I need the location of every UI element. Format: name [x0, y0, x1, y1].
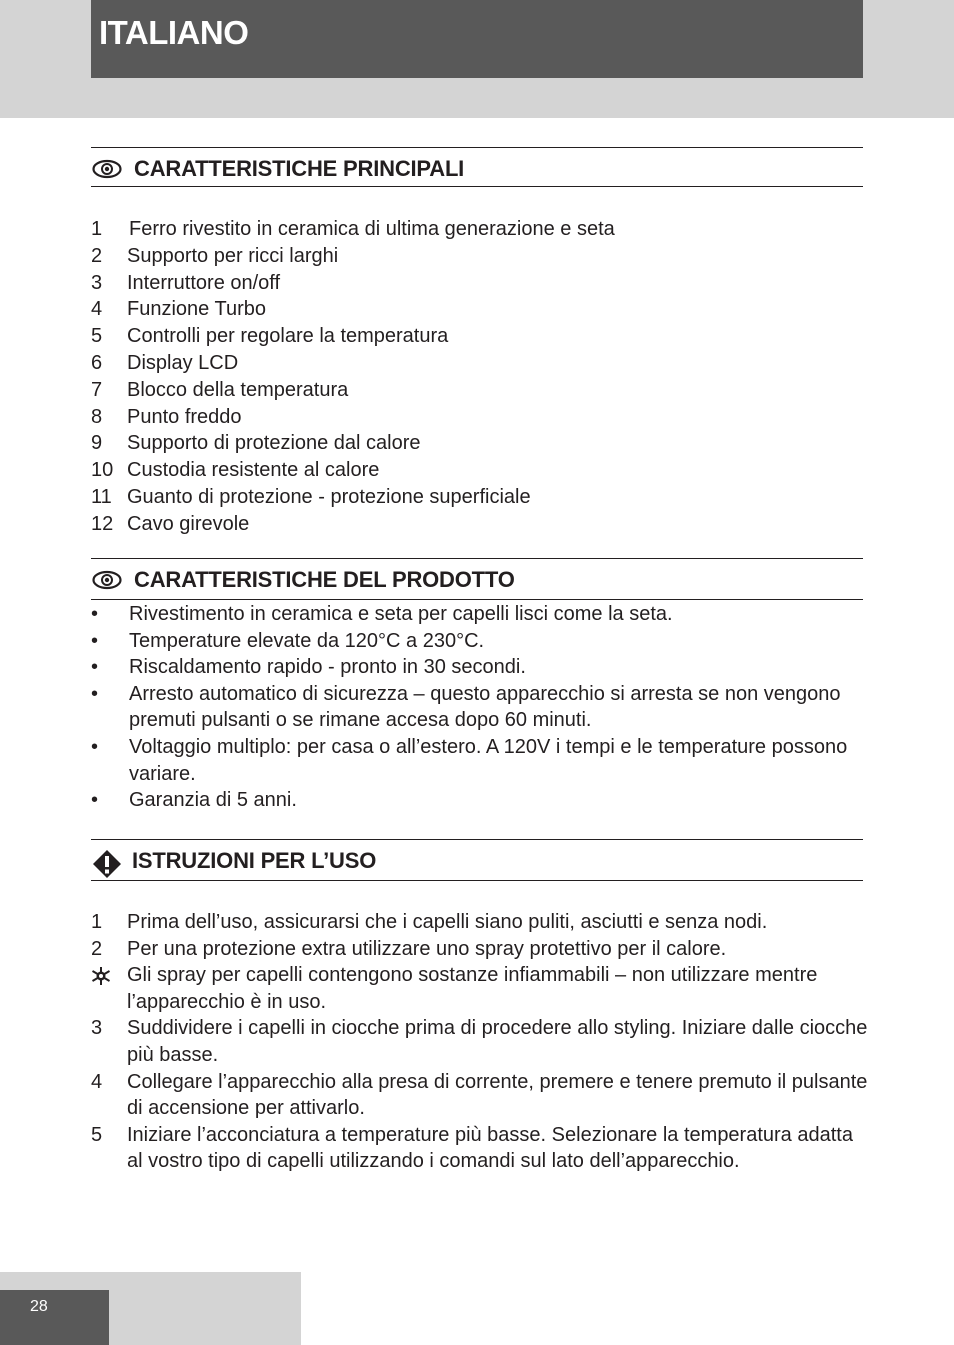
divider	[91, 558, 863, 559]
list-item: 1 Ferro rivestito in ceramica di ultima generazione e seta	[91, 218, 615, 240]
section-title: ISTRUZIONI PER L’USO	[132, 848, 377, 873]
section-title: CARATTERISTICHE DEL PRODOTTO	[134, 567, 515, 592]
list-item: Gli spray per capelli contengono sostanze infiammabili – non utilizzare mentre l’apparecchio è in uso.	[91, 962, 871, 1015]
flammable-star-icon	[91, 962, 111, 989]
section-heading-main-features	[91, 147, 863, 187]
list-item: 9 Supporto di protezione dal calore	[91, 432, 421, 455]
warning-icon	[92, 849, 122, 879]
list-item: 6 Display LCD	[91, 351, 239, 374]
divider	[91, 599, 863, 600]
list-item: 1 Prima dell’uso, assicurarsi che i capelli siano puliti, asciutti e senza nodi.	[91, 911, 768, 933]
divider	[91, 186, 863, 187]
list-item: 12 Cavo girevole	[91, 512, 250, 535]
list-item: 2 Supporto per ricci larghi	[91, 244, 339, 267]
eye-icon	[92, 159, 122, 179]
list-item: 2 Per una protezione extra utilizzare uno spray protettivo per il calore.	[91, 937, 727, 960]
list-item: • Rivestimento in ceramica e seta per capelli lisci come la seta.	[91, 603, 673, 625]
list-item: • Garanzia di 5 anni.	[91, 789, 297, 812]
language-bar	[91, 0, 863, 78]
instructions-list	[91, 909, 871, 1175]
list-item: 4 Funzione Turbo	[91, 298, 266, 321]
list-item: • Voltaggio multiplo: per casa o all’estero. A 120V i tempi e le temperature possono variare.	[91, 735, 848, 785]
list-item: 11 Guanto di protezione - protezione superficiale	[91, 485, 531, 508]
list-item: 3 Suddividere i capelli in ciocche prima di procedere allo styling. Iniziare dalle ciocche più basse.	[91, 1017, 868, 1066]
page-number: 28	[30, 1298, 48, 1315]
list-item: 10 Custodia resistente al calore	[91, 459, 380, 482]
list-item: • Arresto automatico di sicurezza – questo apparecchio si arresta se non vengono premuti pulsanti o se rimane accesa dopo 60 minuti.	[91, 682, 841, 732]
eye-icon	[92, 570, 122, 590]
list-item: 4 Collegare l’apparecchio alla presa di corrente, premere e tenere premuto il pulsante di accensione per attivarlo.	[91, 1070, 868, 1120]
list-item: 8 Punto freddo	[91, 405, 242, 428]
list-item: 3 Interruttore on/off	[91, 271, 281, 294]
product-features-list	[91, 601, 851, 814]
section-heading-product-features	[91, 558, 863, 600]
list-item: 5 Iniziare l’acconciatura a temperature più basse. Selezionare la temperatura adatta al vostro tipo di capelli utilizzando i comandi sul lato dell’apparecchio.	[91, 1123, 853, 1173]
divider	[91, 147, 863, 148]
section-title: CARATTERISTICHE PRINCIPALI	[134, 156, 465, 181]
list-item: 5 Controlli per regolare la temperatura	[91, 325, 449, 348]
list-item: 7 Blocco della temperatura	[91, 378, 349, 401]
list-item: • Temperature elevate da 120°C a 230°C.	[91, 629, 485, 652]
divider	[91, 839, 863, 840]
main-features-list	[91, 216, 871, 538]
language-title: ITALIANO	[99, 14, 249, 51]
list-item: • Riscaldamento rapido - pronto in 30 secondi.	[91, 656, 526, 679]
divider	[91, 880, 863, 881]
page-number-box	[0, 1290, 109, 1345]
section-heading-instructions	[91, 839, 863, 881]
